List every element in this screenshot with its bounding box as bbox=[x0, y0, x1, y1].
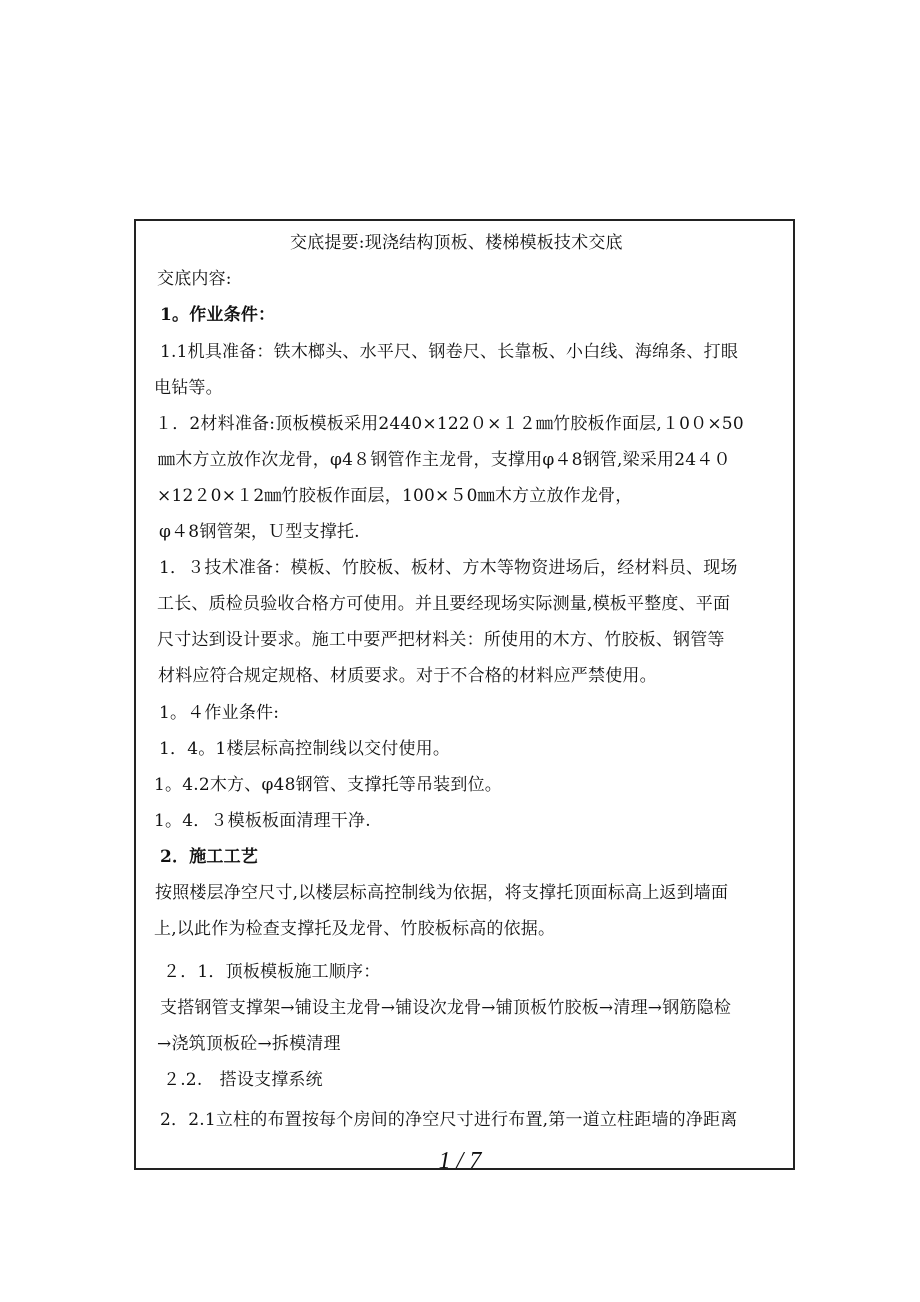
text-line: 电钻等。 bbox=[154, 378, 223, 398]
section-heading: 2．施工工艺 bbox=[160, 847, 259, 867]
document-title: 交底提要:现浇结构顶板、楼梯模板技术交底 bbox=[290, 233, 623, 253]
text-line: 材料应符合规定规格、材质要求。对于不合格的材料应严禁使用。 bbox=[158, 666, 657, 686]
text-line: １．2材料准备:顶板模板采用2440×122０×１２㎜竹胶板作面层,１0０×50 bbox=[155, 414, 744, 434]
text-line: 工长、质检员验收合格方可使用。并且要经现场实际测量,模板平整度、平面 bbox=[157, 594, 731, 614]
text-line: 上,以此作为检查支撑托及龙骨、竹胶板标高的依据。 bbox=[154, 919, 556, 939]
text-line: ２．1．顶板模板施工顺序： bbox=[163, 962, 381, 982]
text-line: 1．4。1楼层标高控制线以交付使用。 bbox=[159, 739, 451, 759]
text-line: ２.2. 搭设支撑系统 bbox=[163, 1070, 323, 1090]
text-line: ㎜木方立放作次龙骨，φ4８钢管作主龙骨，支撑用φ４8钢管,梁采用24４０ bbox=[158, 450, 731, 470]
text-line: 2．2.1立柱的布置按每个房间的净空尺寸进行布置,第一道立柱距墙的净距离 bbox=[160, 1110, 738, 1130]
text-line: 交底内容: bbox=[157, 269, 232, 289]
text-line: 1。4.2木方、φ48钢管、支撑托等吊装到位。 bbox=[154, 775, 502, 795]
text-line: 1。４作业条件: bbox=[159, 703, 280, 723]
text-line: →浇筑顶板砼→拆模清理 bbox=[157, 1034, 341, 1054]
text-line: 1。4．３模板板面清理干净. bbox=[154, 811, 371, 831]
section-heading: 1。作业条件： bbox=[160, 305, 276, 325]
text-line: 支搭钢管支撑架→铺设主龙骨→铺设次龙骨→铺顶板竹胶板→清理→钢筋隐检 bbox=[160, 998, 732, 1018]
text-line: 1．３技术准备：模板、竹胶板、板材、方木等物资进场后，经材料员、现场 bbox=[159, 558, 738, 578]
text-line: φ４8钢管架，Ｕ型支撑托. bbox=[159, 522, 360, 542]
text-line: ×12２0×１2㎜竹胶板作面层，100×５0㎜木方立放作龙骨， bbox=[157, 486, 633, 506]
page-number: 1 / 7 bbox=[438, 1148, 482, 1174]
text-line: 尺寸达到设计要求。施工中要严把材料关：所使用的木方、竹胶板、钢管等 bbox=[157, 630, 725, 650]
text-line: 1.1机具准备：铁木榔头、水平尺、钢卷尺、长靠板、小白线、海绵条、打眼 bbox=[160, 342, 739, 362]
text-line: 按照楼层净空尺寸,以楼层标高控制线为依据，将支撑托顶面标高上返到墙面 bbox=[155, 883, 729, 903]
